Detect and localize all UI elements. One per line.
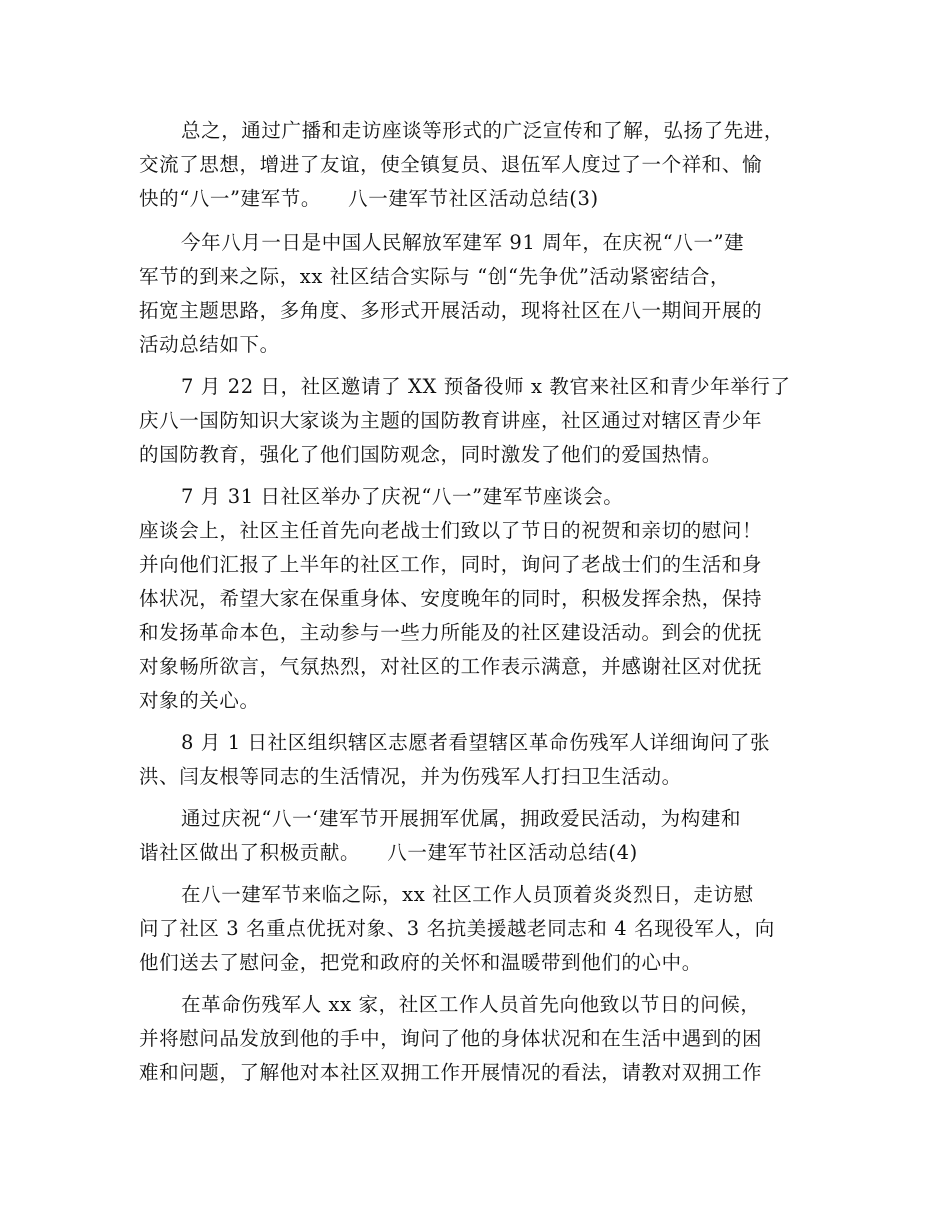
text-line: 庆八一国防知识大家谈为主题的国防教育讲座，社区通过对辖区青少年	[139, 409, 763, 432]
text-line: 谐社区做出了积极贡献。 八一建军节社区活动总结(4)	[139, 841, 638, 864]
text-line: 和发扬革命本色，主动参与一些力所能及的社区建设活动。到会的优抚	[139, 621, 763, 644]
text-line: 并将慰问品发放到他的手中，询问了他的身体状况和在生活中遇到的困	[139, 1027, 763, 1050]
text-line: 拓宽主题思路，多角度、多形式开展活动，现将社区在八一期间开展的	[139, 299, 763, 322]
text-line: 今年八月一日是中国人民解放军建军 91 周年，在庆祝“八一”建	[181, 231, 745, 254]
text-line: 军节的到来之际，xx 社区结合实际与 “创“先争优”活动紧密结合，	[139, 265, 731, 288]
text-line: 的国防教育，强化了他们国防观念，同时激发了他们的爱国热情。	[139, 443, 722, 466]
text-line: 8 月 1 日社区组织辖区志愿者看望辖区革命伤残军人详细询问了张	[181, 731, 771, 754]
text-line: 交流了思想，增进了友谊，使全镇复员、退伍军人度过了一个祥和、愉	[139, 153, 763, 176]
text-line: 总之，通过广播和走访座谈等形式的广泛宣传和了解，弘扬了先进，	[181, 119, 785, 142]
text-line: 快的“八一”建军节。 八一建军节社区活动总结(3)	[139, 187, 599, 210]
text-line: 他们送去了慰问金，把党和政府的关怀和温暖带到他们的心中。	[139, 951, 702, 974]
text-line: 体状况，希望大家在保重身体、安度晚年的同时，积极发挥余热，保持	[139, 587, 763, 610]
text-line: 在革命伤残军人 xx 家，社区工作人员首先向他致以节日的问候，	[181, 993, 761, 1016]
text-line: 难和问题，了解他对本社区双拥工作开展情况的看法，请教对双拥工作	[139, 1061, 763, 1084]
text-line: 7 月 31 日社区举办了庆祝“八一”建军节座谈会。	[181, 485, 624, 508]
text-line: 问了社区 3 名重点优抚对象、3 名抗美援越老同志和 4 名现役军人，向	[139, 917, 775, 940]
text-line: 并向他们汇报了上半年的社区工作，同时，询问了老战士们的生活和身	[139, 553, 763, 576]
text-line: 在八一建军节来临之际，xx 社区工作人员顶着炎炎烈日，走访慰	[181, 883, 754, 906]
text-line: 对象的关心。	[139, 689, 260, 712]
text-line: 对象畅所欲言，气氛热烈，对社区的工作表示满意，并感谢社区对优抚	[139, 655, 763, 678]
text-line: 座谈会上，社区主任首先向老战士们致以了节日的祝贺和亲切的慰问！	[139, 519, 763, 542]
text-line: 活动总结如下。	[139, 333, 280, 356]
text-line: 通过庆祝“八一‘建军节开展拥军优属，拥政爱民活动，为构建和	[181, 807, 742, 830]
text-line: 洪、闫友根等同志的生活情况，并为伤残军人打扫卫生活动。	[139, 765, 682, 788]
text-line: 7 月 22 日，社区邀请了 XX 预备役师 x 教官来社区和青少年举行了	[181, 375, 791, 398]
